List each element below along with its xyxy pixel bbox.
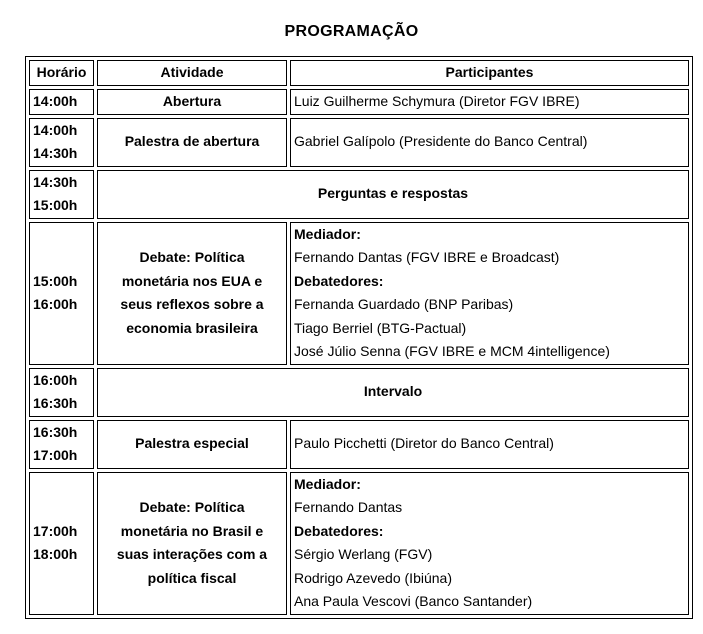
- participant-role: Debatedores:: [294, 522, 384, 539]
- time-label: 18:00h: [33, 546, 78, 562]
- participant-line: Tiago Berriel (BTG-Pactual): [294, 319, 467, 336]
- table-row: [29, 222, 689, 365]
- activity-label: Debate: Política: [139, 499, 245, 515]
- activity-cell: [97, 420, 287, 469]
- activity-label: suas interações com a: [116, 546, 268, 562]
- activity-label: Debate: Política: [139, 249, 245, 265]
- participants-cell: [290, 118, 689, 167]
- participant-line: Gabriel Galípolo (Presidente do Banco Central): [294, 133, 588, 150]
- full-width-activity: Intervalo: [97, 368, 689, 417]
- activity-label: monetária no Brasil e: [120, 522, 264, 539]
- activity-cell: [97, 472, 287, 615]
- table-header-row: [29, 60, 689, 86]
- full-width-activity: Perguntas e respostas: [97, 170, 689, 219]
- time-label: 17:00h: [33, 522, 78, 539]
- time-cell: [29, 420, 94, 469]
- activity-label: política fiscal: [147, 569, 237, 586]
- time-label: 14:00h: [33, 93, 78, 109]
- participants-cell: [290, 472, 689, 615]
- participant-line: Luiz Guilherme Schymura (Diretor FGV IBRE): [294, 93, 580, 109]
- participants-cell: [290, 222, 689, 365]
- time-cell: [29, 222, 94, 365]
- header-participantes: Participantes: [290, 60, 689, 86]
- time-label: 16:00h: [33, 371, 78, 388]
- activity-label: seus reflexos sobre a: [120, 296, 264, 312]
- time-label: 16:30h: [33, 395, 78, 411]
- time-label: 15:00h: [33, 272, 78, 289]
- participants-cell: [290, 420, 689, 469]
- participant-role: Debatedores:: [294, 272, 384, 289]
- participant-role: Mediador:: [294, 475, 361, 492]
- activity-cell: [97, 118, 287, 167]
- activity-label: monetária nos EUA e: [121, 272, 263, 289]
- time-label: 16:00h: [33, 296, 78, 312]
- activity-label: Palestra especial: [135, 435, 249, 452]
- table-row: [29, 118, 689, 167]
- header-atividade: Atividade: [97, 60, 287, 86]
- activity-label: Palestra de abertura: [124, 133, 260, 150]
- time-cell: [29, 368, 94, 417]
- time-label: 16:30h: [33, 423, 78, 440]
- participant-line: Fernando Dantas: [294, 499, 403, 515]
- table-row: [29, 472, 689, 615]
- participant-line: Rodrigo Azevedo (Ibiúna): [294, 569, 452, 586]
- activity-cell: [97, 222, 287, 365]
- activity-cell: [97, 89, 287, 115]
- page-title: PROGRAMAÇÃO: [284, 23, 419, 40]
- time-label: 14:30h: [33, 173, 78, 190]
- time-label: 15:00h: [33, 197, 78, 213]
- participant-line: Fernando Dantas (FGV IBRE e Broadcast): [294, 249, 560, 265]
- table-row: [29, 368, 689, 417]
- header-horario: Horário: [29, 60, 94, 86]
- time-cell: [29, 118, 94, 167]
- participant-line: Ana Paula Vescovi (Banco Santander): [294, 593, 533, 609]
- participant-line: José Júlio Senna (FGV IBRE e MCM 4intelligence): [294, 343, 610, 359]
- time-cell: [29, 472, 94, 615]
- participants-cell: [290, 89, 689, 115]
- activity-label: economia brasileira: [126, 319, 258, 336]
- time-label: 14:00h: [33, 121, 78, 138]
- time-label: 14:30h: [33, 145, 78, 161]
- participant-line: Paulo Picchetti (Diretor do Banco Central): [294, 435, 554, 452]
- schedule-table: [25, 56, 693, 619]
- time-label: 17:00h: [33, 447, 78, 463]
- participant-role: Mediador:: [294, 225, 361, 242]
- participant-line: Sérgio Werlang (FGV): [294, 546, 433, 562]
- activity-label: Abertura: [162, 93, 222, 109]
- table-row: [29, 89, 689, 115]
- time-cell: [29, 89, 94, 115]
- table-row: [29, 420, 689, 469]
- participant-line: Fernanda Guardado (BNP Paribas): [294, 296, 514, 312]
- table-row: [29, 170, 689, 219]
- time-cell: [29, 170, 94, 219]
